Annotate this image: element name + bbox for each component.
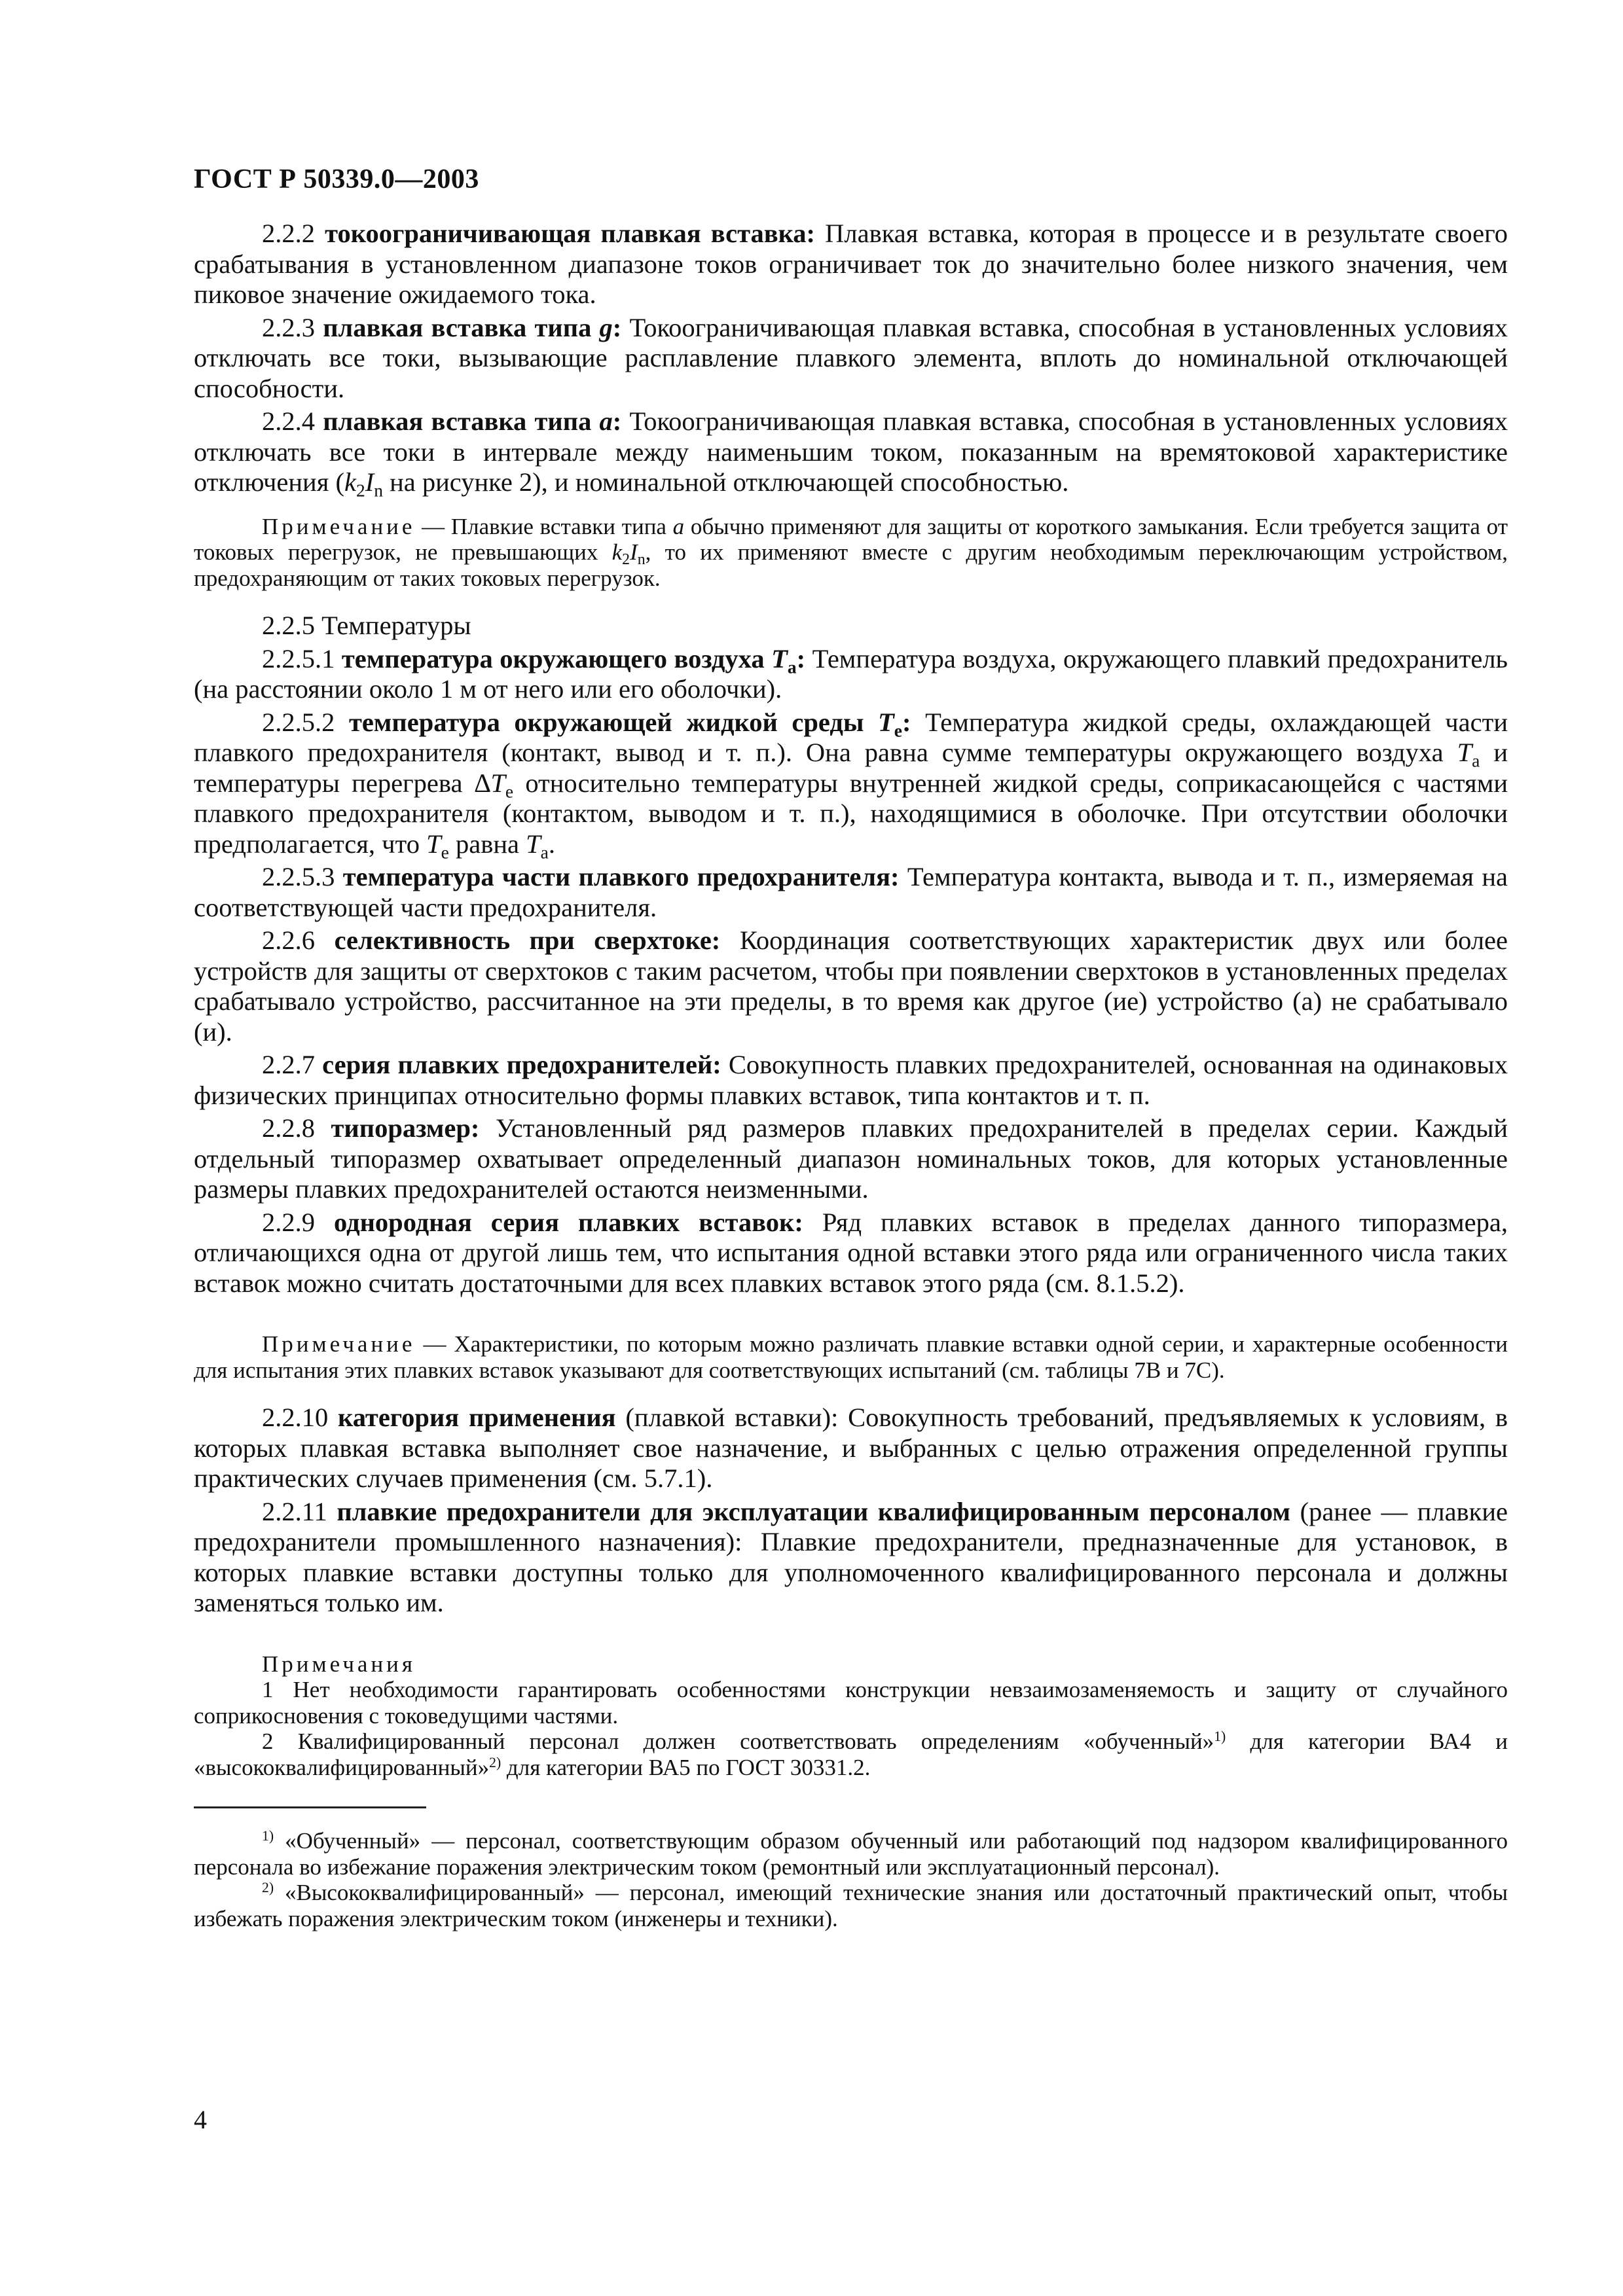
definition-5: . xyxy=(548,829,555,859)
math-t-subscript: e xyxy=(894,719,903,740)
math-k: k xyxy=(344,467,356,497)
definition-4: равна xyxy=(448,829,526,859)
clause-2-2-11 xyxy=(194,1497,1508,1619)
math-t-subscript: a xyxy=(787,656,797,677)
term: серия плавких предохранителей: xyxy=(322,1050,721,1079)
definition: Температура воздуха, окружающего плавкий предохранитель (на расстоянии около 1 м от него или его оболочки). xyxy=(194,643,1508,704)
math-t: T xyxy=(771,643,788,673)
clause-number: 2.2.4 xyxy=(262,406,323,436)
term xyxy=(348,707,911,740)
clause-2-2-6 xyxy=(194,925,1508,1047)
note-text-3: для категории ВА5 по ГОСТ 30331.2. xyxy=(501,1754,871,1780)
math-k-subscript: 2 xyxy=(356,480,365,501)
clause-2-2-8 xyxy=(194,1113,1508,1205)
footnote-mark-1: 1) xyxy=(262,1828,274,1844)
clause-number: 2.2.9 xyxy=(262,1207,335,1237)
clause-2-2-5-1 xyxy=(194,644,1508,705)
term: селективность при сверхтоке: xyxy=(334,925,721,955)
clause-number: 2.2.5.3 xyxy=(262,862,343,891)
clause-2-2-7 xyxy=(194,1050,1508,1111)
notes-block-3 xyxy=(194,1651,1508,1781)
definition-2: и температуры перегрева ∆ xyxy=(194,738,1508,798)
note-item-2 xyxy=(194,1729,1508,1780)
clause-2-2-4 xyxy=(194,406,1508,501)
clause-number: 2.2.2 xyxy=(262,219,325,248)
footnote-text-2: «Высококвалифицированный» — персонал, имеющий технические знания или достаточный практический опыт, чтобы избежать поражения электрическим током (инженеры и техники). xyxy=(194,1880,1508,1931)
definition: Токоограничивающая плавкая вставка, способная в установленных условиях отключать все токи, вызывающие расплавление плавкого элемента, вплоть до номинальной отключающей способности. xyxy=(194,312,1508,403)
math-te-subscript: e xyxy=(505,780,514,801)
term-text: плавкая вставка типа xyxy=(323,312,600,342)
footnote-ref-1: 1) xyxy=(1214,1729,1226,1745)
math-i-subscript: n xyxy=(374,480,383,501)
note-text-2: обычно применяют для защиты от короткого замыкания. Если требуется защита от токовых перегрузок, не превышающих xyxy=(194,513,1508,565)
definition: Совокупность плавких предохранителей, основанная на одинаковых физических принципах относительно формы плавких вставок, типа контактов и т. п. xyxy=(194,1050,1508,1110)
term: однородная серия плавких вставок: xyxy=(334,1207,803,1237)
definition: Плавкая вставка, которая в процессе и в результате своего срабатывания в установленном диапазоне токов ограничивает ток до значительно более низкого значения, чем пиковое значение ожидаемого тока. xyxy=(194,219,1508,309)
term xyxy=(341,643,806,677)
clause-2-2-9 xyxy=(194,1208,1508,1299)
term: плавкие предохранители для эксплуатации квалифицированным персоналом xyxy=(337,1496,1290,1526)
definition: Температура жидкой среды, охлаждающей части плавкого предохранителя (контакт, вывод и т. п.). Она равна сумме температуры окружающего воздуха xyxy=(194,707,1508,767)
clause-2-2-5-3 xyxy=(194,862,1508,923)
definition: Установленный ряд размеров плавких предохранителей в пределах серии. Каждый отдельный типоразмер охватывает определенный диапазон номинальных токов, для которых установленные размеры плавких предохранителей остаются неизменными. xyxy=(194,1113,1508,1204)
note-block-1 xyxy=(194,514,1508,592)
term-variable: a xyxy=(599,406,613,436)
term: категория применения xyxy=(338,1403,616,1432)
definition-continued: на рисунке 2), и номинальной отключающей способностью. xyxy=(382,467,1069,497)
term: токоограничивающая плавкая вставка: xyxy=(325,219,816,248)
clause-2-2-5: 2.2.5 Температуры xyxy=(262,611,471,640)
clause-number: 2.2.11 xyxy=(262,1496,337,1526)
note-text-2: для категории ВА4 и «высококвалифицированный» xyxy=(194,1729,1508,1780)
footnote-2 xyxy=(194,1880,1508,1931)
clause-2-2-2 xyxy=(194,219,1508,310)
math-i: I xyxy=(365,467,374,497)
clause-number: 2.2.5.1 xyxy=(262,643,342,673)
term xyxy=(323,313,621,342)
note-text-3: , то их применяют вместе с другим необходимым переключающим устройством, предохраняющим от таких токовых перегрузок. xyxy=(194,539,1508,591)
definition-3: относительно температуры внутренней жидкой среды, соприкасающейся с частями плавкого предохранителя (контактом, выводом и т. п.), находящимися в оболочке. При отсутствии оболочки предполагается, что xyxy=(194,768,1508,859)
term: типоразмер: xyxy=(331,1113,480,1143)
clause-2-2-10 xyxy=(194,1403,1508,1494)
math-ta-2-subscript: a xyxy=(540,841,549,862)
math-ta-2: T xyxy=(526,829,541,859)
clause-number: 2.2.3 xyxy=(262,312,323,342)
footnote-mark-2: 2) xyxy=(262,1880,274,1896)
note-text: 2 Квалифицированный персонал должен соответствовать определениям «обученный» xyxy=(262,1729,1214,1754)
footnote-ref-2: 2) xyxy=(489,1754,501,1770)
term-text: температура окружающей жидкой среды xyxy=(348,707,879,737)
notes-heading: Примечания xyxy=(262,1651,416,1677)
page-number: 4 xyxy=(194,2105,207,2134)
note-text: Характеристики, по которым можно различать плавкие вставки одной серии, и характерные особенности для испытания этих плавких вставок указывают для соответствующих испытаний (см. таблицы 7В и 7С). xyxy=(194,1331,1508,1383)
term-end: : xyxy=(612,312,622,342)
clause-2-2-5-2 xyxy=(194,708,1508,860)
definition: Температура контакта, вывода и т. п., измеряемая на соответствующей части предохранителя. xyxy=(194,862,1508,922)
term: температура части плавкого предохранителя: xyxy=(342,862,900,891)
math-t: T xyxy=(878,707,894,737)
note-variable: a xyxy=(672,513,685,539)
definition: Координация соответствующих характеристик двух или более устройств для защиты от сверхтоков с таким расчетом, чтобы при появлении сверхтоков в установленных пределах срабатывало устройство, рассчитанное на эти пределы, в то время как другое (ие) устройство (а) не срабатывало (и). xyxy=(194,925,1508,1047)
definition: Ряд плавких вставок в пределах данного типоразмера, отличающихся одна от другой лишь тем, что испытания одной вставки этого ряда или ограниченного числа таких вставок можно считать достаточными для всех плавких вставок этого ряда (см. 8.1.5.2). xyxy=(194,1207,1508,1298)
math-i-subscript: n xyxy=(637,551,646,569)
note-dash: — xyxy=(415,513,451,539)
note-dash: — xyxy=(415,1331,454,1357)
math-te: T xyxy=(490,768,505,798)
math-i: I xyxy=(630,539,638,565)
clause-number: 2.2.5.2 xyxy=(262,707,349,737)
term-end: : xyxy=(612,406,622,436)
note-1 xyxy=(194,514,1508,592)
term-text: температура окружающего воздуха xyxy=(341,643,772,673)
definition: (плавкой вставки): Совокупность требований, предъявляемых к условиям, в которых плавкая вставка выполняет свое назначение, и выбранных с целью отражения определенной группы практических случаев применения (см. 5.7.1). xyxy=(194,1403,1508,1493)
term xyxy=(323,406,621,436)
note-heading: Примечание xyxy=(262,513,416,539)
clause-2-2-3 xyxy=(194,313,1508,404)
math-te-2-subscript: e xyxy=(441,841,449,862)
note-2 xyxy=(194,1331,1508,1383)
footnote-text-1: «Обученный» — персонал, соответствующим образом обученный или работающий под надзором квалифицированного персонала во избежание поражения электрическим током (ремонтный или эксплуатационный персонал). xyxy=(194,1828,1508,1880)
note-block-2 xyxy=(194,1331,1508,1383)
note-item-1: 1 Нет необходимости гарантировать особенностями конструкции невзаимозаменяемость и защиту от случайного соприкосновения с токоведущими частями. xyxy=(194,1677,1508,1729)
math-k: k xyxy=(611,539,623,565)
footnote-1 xyxy=(194,1828,1508,1880)
math-k-subscript: 2 xyxy=(622,551,630,569)
footnote-divider xyxy=(194,1806,426,1808)
document-header: ГОСТ Р 50339.0—2003 xyxy=(194,164,479,194)
term-text: плавкая вставка типа xyxy=(323,406,600,436)
clause-number: 2.2.8 xyxy=(262,1113,331,1143)
term-end: : xyxy=(796,643,806,673)
term-variable: g xyxy=(599,312,613,342)
definition: Токоограничивающая плавкая вставка, способная в установленных условиях отключать все токи в интервале между наименьшим током, показанным на времятоковой характеристике отключения ( xyxy=(194,406,1508,497)
math-ta-subscript: a xyxy=(1472,750,1480,771)
note-text: Плавкие вставки типа xyxy=(450,513,673,539)
note-heading: Примечание xyxy=(262,1331,416,1357)
clause-number: 2.2.6 xyxy=(262,925,335,955)
math-te-2: T xyxy=(426,829,441,859)
clause-number: 2.2.7 xyxy=(262,1050,323,1079)
clause-number: 2.2.10 xyxy=(262,1403,338,1432)
term-end: : xyxy=(902,707,911,737)
definition: (ранее — плавкие предохранители промышленного назначения): Плавкие предохранители, предназначенные для установок, в которых плавкие вставки доступны только для уполномоченного квалифицированного персонала и должны заменяться только им. xyxy=(194,1496,1508,1617)
math-ta: T xyxy=(1457,738,1472,767)
